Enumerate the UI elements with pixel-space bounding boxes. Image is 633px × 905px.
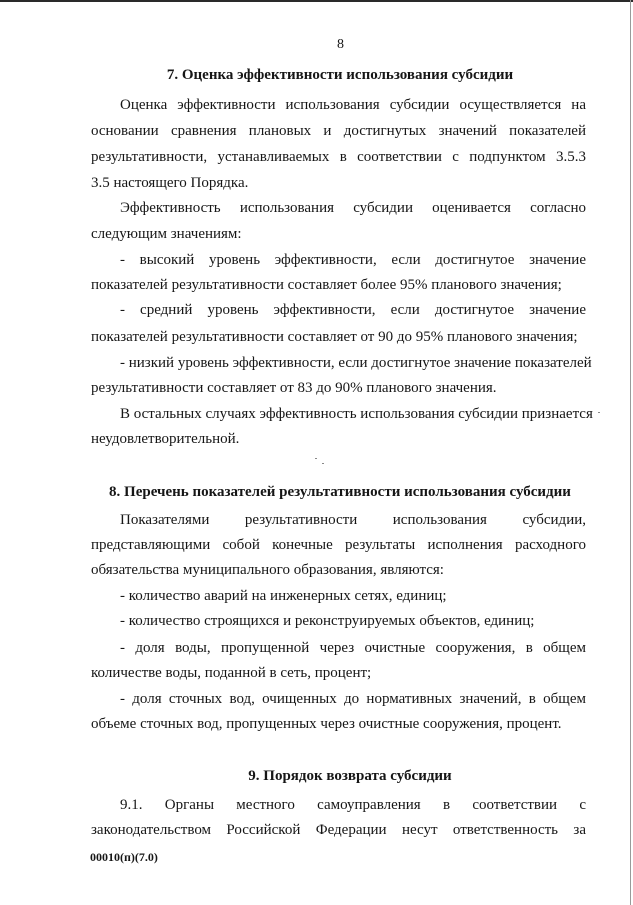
section-8-line: - доля воды, пропущенной через очистные сооружения, в общем bbox=[120, 640, 586, 656]
section-7-line: неудовлетворительной. bbox=[91, 431, 240, 447]
section-7-line: показателей результативности составляет от 90 до 95% планового значения; bbox=[91, 329, 578, 345]
section-8-line: - количество аварий на инженерных сетях, единиц; bbox=[120, 588, 447, 604]
section-8-line: объеме сточных вод, пропущенных через очистные сооружения, процент. bbox=[91, 716, 562, 732]
section-7-line: следующим значениям: bbox=[91, 226, 242, 242]
section-7-line: показателей результативности составляет более 95% планового значения; bbox=[91, 277, 562, 293]
scan-top-edge bbox=[0, 0, 633, 2]
section-9-heading: 9. Порядок возврата субсидии bbox=[248, 768, 452, 784]
document-code: 00010(п)(7.0) bbox=[90, 850, 158, 864]
section-7-line: Оценка эффективности использования субсидии осуществляется на bbox=[120, 97, 586, 113]
section-8-line: количестве воды, поданной в сеть, процент; bbox=[91, 665, 372, 681]
section-9-line: законодательством Российской Федерации несут ответственность за bbox=[91, 822, 586, 838]
scan-speck bbox=[315, 458, 317, 459]
section-7-line: Эффективность использования субсидии оценивается согласно bbox=[120, 200, 586, 216]
section-7-line: результативности, устанавливаемых в соответствии с подпунктом 3.5.3 bbox=[91, 149, 586, 165]
section-7-line: основании сравнения плановых и достигнутых значений показателей bbox=[91, 123, 586, 139]
scan-speck bbox=[598, 412, 600, 413]
section-7-line: - низкий уровень эффективности, если достигнутое значение показателей bbox=[120, 355, 592, 371]
section-7-heading: 7. Оценка эффективности использования субсидии bbox=[166, 67, 514, 83]
section-8-line: Показателями результативности использования субсидии, bbox=[120, 512, 586, 528]
section-7-line: - средний уровень эффективности, если достигнутое значение bbox=[120, 302, 586, 318]
section-7-line: 3.5 настоящего Порядка. bbox=[91, 175, 249, 191]
section-8-line: - количество строящихся и реконструируемых объектов, единиц; bbox=[120, 613, 535, 629]
section-8-line: представляющими собой конечные результаты исполнения расходного bbox=[91, 537, 586, 553]
section-8-line: - доля сточных вод, очищенных до нормативных значений, в общем bbox=[120, 691, 586, 707]
section-7-line: - высокий уровень эффективности, если достигнутое значение bbox=[120, 252, 586, 268]
section-9-line: 9.1. Органы местного самоуправления в соответствии с bbox=[120, 797, 586, 813]
section-8-line: обязательства муниципального образования, являются: bbox=[91, 562, 444, 578]
scan-speck bbox=[322, 463, 324, 464]
section-7-line: результативности составляет от 83 до 90% планового значения. bbox=[91, 380, 497, 396]
page-number: 8 bbox=[337, 37, 344, 52]
section-7-line: В остальных случаях эффективность использования субсидии признается bbox=[120, 406, 593, 422]
section-8-heading: 8. Перечень показателей результативности использования субсидии bbox=[109, 484, 571, 500]
